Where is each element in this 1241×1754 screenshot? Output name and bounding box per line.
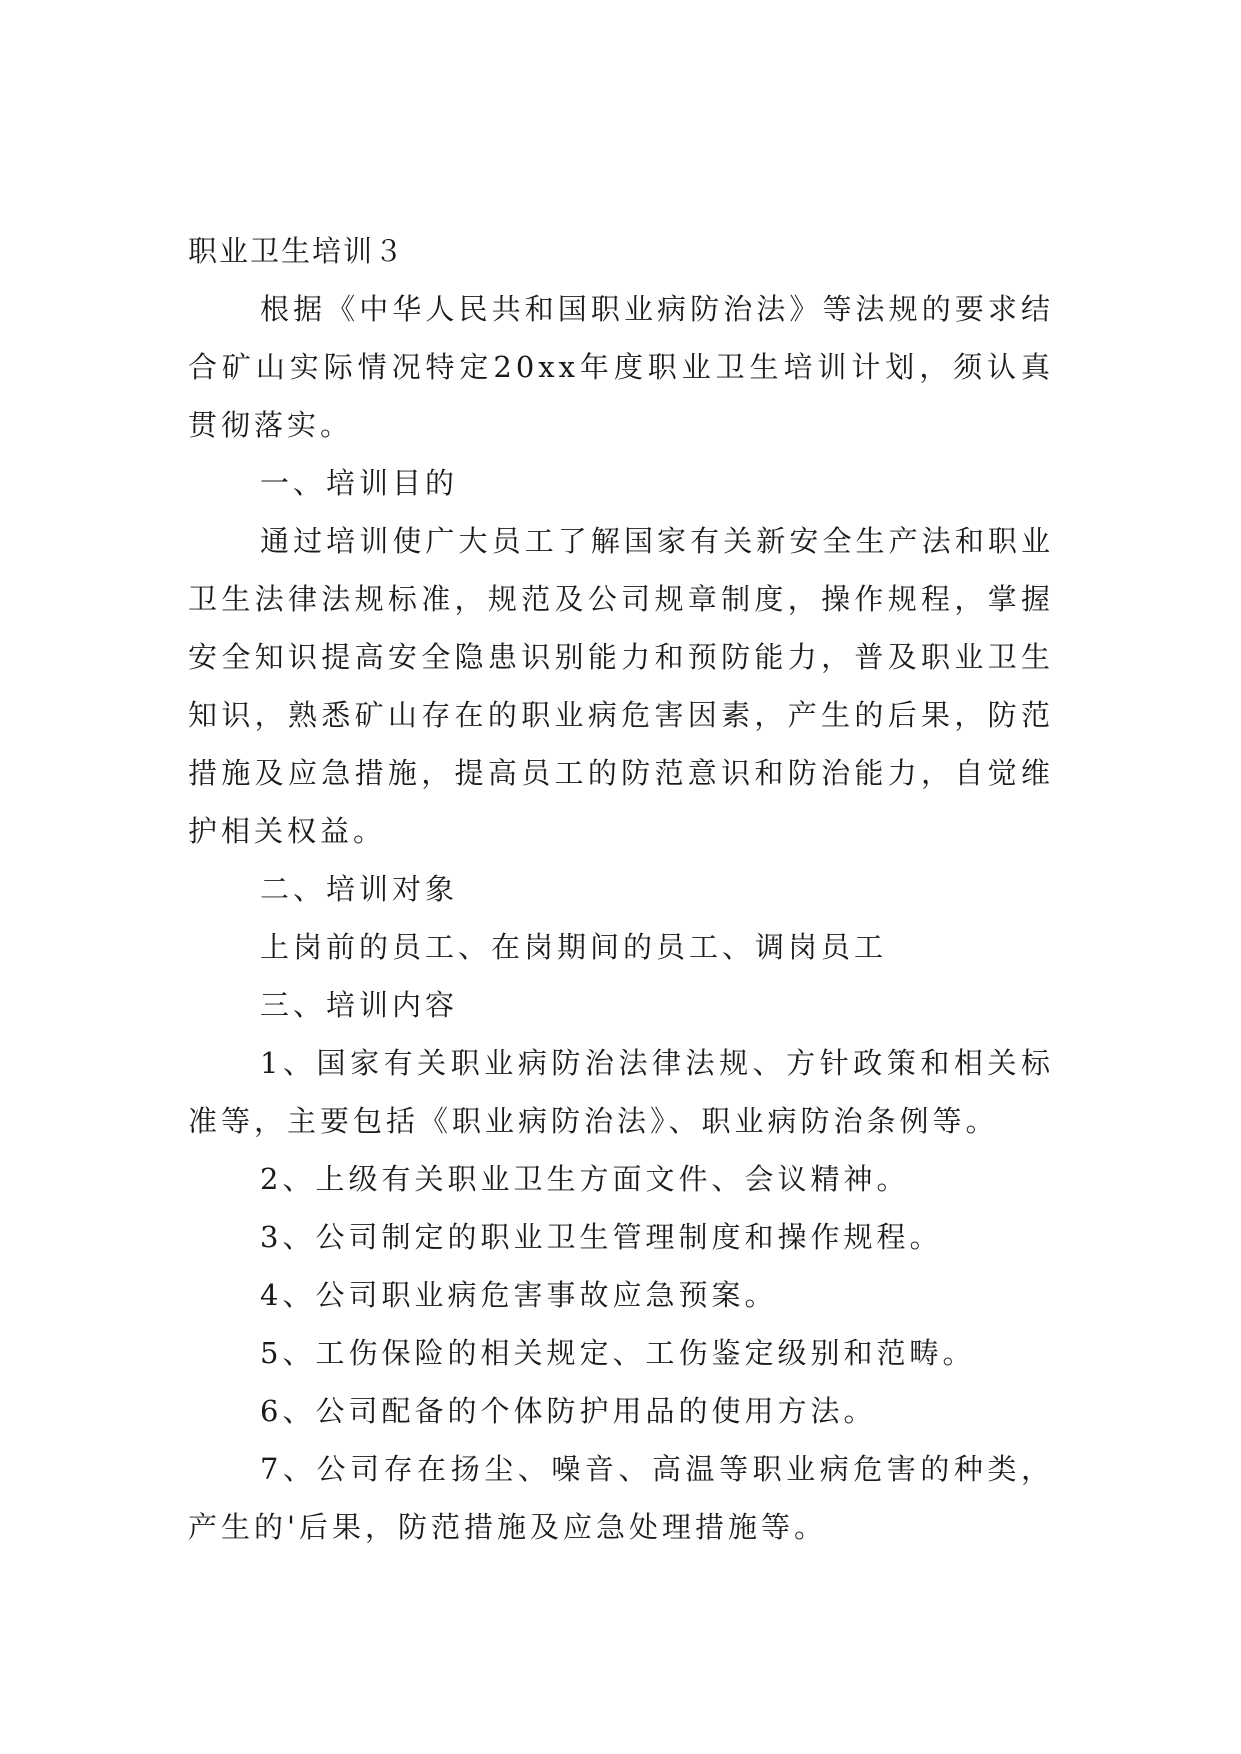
section-heading-purpose: 一、培训目的: [260, 466, 459, 500]
document-title: 职业卫生培训３: [188, 234, 406, 268]
content-item: 7、公司存在扬尘、噪音、高温等职业病危害的种类，产生的'后果，防范措施及应急处理措施等。: [188, 1452, 1054, 1544]
content-item: 3、公司制定的职业卫生管理制度和操作规程。: [260, 1220, 943, 1254]
content-item: 5、工伤保险的相关规定、工伤鉴定级别和范畴。: [260, 1336, 976, 1370]
intro-paragraph: 根据《中华人民共和国职业病防治法》等法规的要求结合矿山实际情况特定20xx年度职业卫生培训计划，须认真贯彻落实。: [188, 292, 1054, 442]
document-page: [188, 222, 1054, 1556]
section-body-audience: 上岗前的员工、在岗期间的员工、调岗员工: [260, 930, 888, 964]
content-item: 1、国家有关职业病防治法律法规、方针政策和相关标准等，主要包括《职业病防治法》、职业病防治条例等。: [188, 1046, 1054, 1138]
content-item: 6、公司配备的个体防护用品的使用方法。: [260, 1394, 877, 1428]
section-heading-content: 三、培训内容: [260, 988, 459, 1022]
section-body-purpose: 通过培训使广大员工了解国家有关新安全生产法和职业卫生法律法规标准，规范及公司规章制度，操作规程，掌握安全知识提高安全隐患识别能力和预防能力，普及职业卫生知识，熟悉矿山存在的职业病危害因素，产生的后果，防范措施及应急措施，提高员工的防范意识和防治能力，自觉维护相关权益。: [188, 524, 1054, 848]
content-item: 4、公司职业病危害事故应急预案。: [260, 1278, 778, 1312]
content-item: 2、上级有关职业卫生方面文件、会议精神。: [260, 1162, 910, 1196]
section-heading-audience: 二、培训对象: [260, 872, 459, 906]
